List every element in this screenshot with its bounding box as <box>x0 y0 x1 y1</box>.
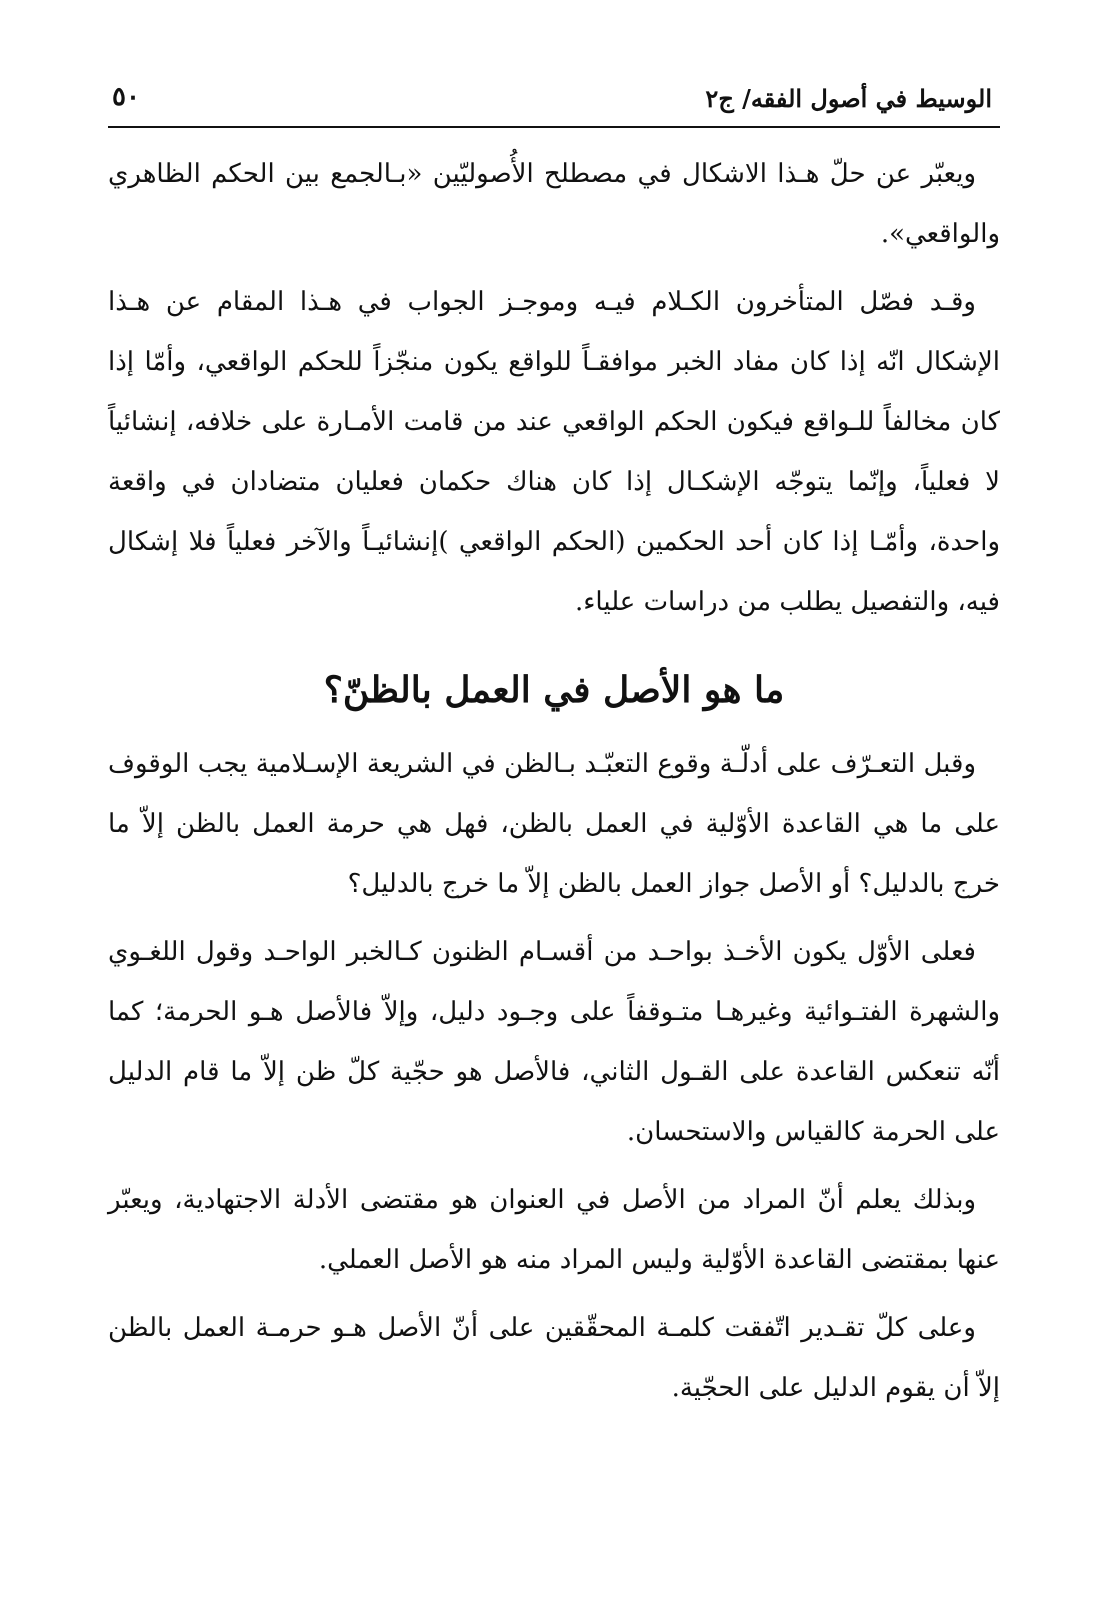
paragraph: وقـد فصّل المتأخرون الكـلام فيـه وموجـز الجواب في هـذا المقام عن هـذا الإشكال انّه إذا كان مفاد الخبر موافقـاً للواقع يكون منجّزاً للحكم الواقعي، وأمّا إذا كان مخالفاً للـواقع فيكون الحكم الواقعي عند من قامت الأمـارة على خلافه، إنشائياً لا فعلياً، وإنّما يتوجّه الإشكـال إذا كان هناك حكمان فعليان متضادان في واقعة واحدة، وأمّـا إذا كان أحد الحكمين (الحكم الواقعي )إنشائيـاً والآخر فعلياً فلا إشكال فيه، والتفصيل يطلب من دراسات علياء. <box>108 287 1000 617</box>
page-number: ٥٠ <box>112 82 140 112</box>
paragraph: وعلى كلّ تقـدير اتّفقت كلمـة المحقّقين على أنّ الأصل هـو حرمـة العمل بالظن إلاّ أن يقوم الدليل على الحجّية. <box>108 1313 1000 1403</box>
book-page <box>108 78 1000 1426</box>
book-title: الوسيط في أصول الفقه/ ج٢ <box>705 84 992 113</box>
page-body <box>108 144 1000 1418</box>
paragraph: وبذلك يعلم أنّ المراد من الأصل في العنوان هو مقتضى الأدلة الاجتهادية، ويعبّر عنها بمقتضى القاعدة الأوّلية وليس المراد منه هو الأصل العملي. <box>108 1185 1000 1275</box>
paragraph: فعلى الأوّل يكون الأخـذ بواحـد من أقسـام الظنون كـالخبر الواحـد وقول اللغـوي والشهرة الفتـوائية وغيرهـا متـوقفاً على وجـود دليل، وإلاّ فالأصل هـو الحرمة؛ كما أنّه تنعكس القاعدة على القـول الثاني، فالأصل هو حجّية كلّ ظن إلاّ ما قام الدليل على الحرمة كالقياس والاستحسان. <box>108 937 1000 1147</box>
section-heading: ما هو الأصل في العمل بالظنّ؟ <box>323 669 785 711</box>
paragraph: ويعبّر عن حلّ هـذا الاشكال في مصطلح الأُصوليّين «بـالجمع بين الحكم الظاهري والواقعي». <box>108 159 1000 249</box>
running-header <box>108 78 1000 128</box>
paragraph: وقبل التعـرّف على أدلّـة وقوع التعبّـد بـالظن في الشريعة الإسـلامية يجب الوقوف على ما هي القاعدة الأوّلية في العمل بالظن، فهل هي حرمة العمل بالظن إلاّ ما خرج بالدليل؟ أو الأصل جواز العمل بالظن إلاّ ما خرج بالدليل؟ <box>108 749 1000 899</box>
